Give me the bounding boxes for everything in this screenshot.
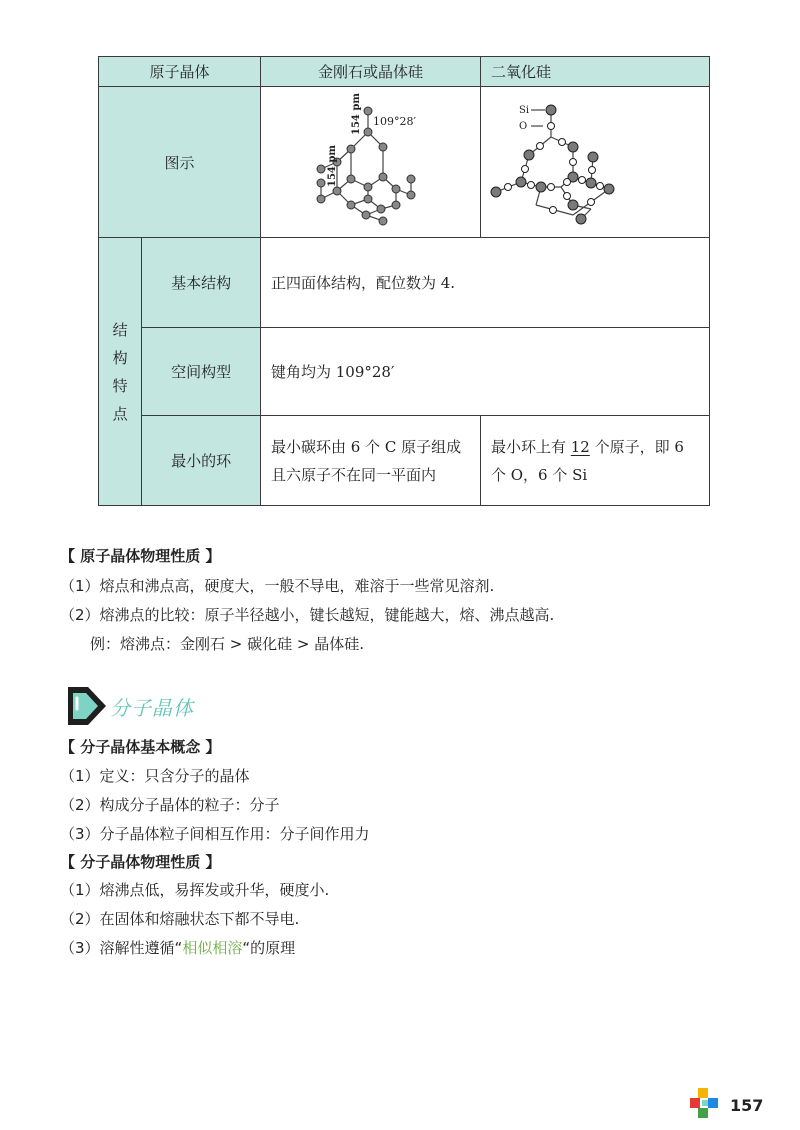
like-dissolves-like-highlight: 相似相溶 xyxy=(182,939,243,957)
atomic-props-item-1: （1）熔点和沸点高，硬度大，一般不导电，难溶于一些常见溶剂. xyxy=(60,577,495,595)
header-atomic-crystal: 原子晶体 xyxy=(99,57,261,87)
diagram-row-label: 图示 xyxy=(99,87,261,238)
basic-structure-value: 正四面体结构，配位数为 4. xyxy=(260,238,709,328)
atomic-props-title: 【 原子晶体物理性质 】 xyxy=(60,547,221,565)
molecular-concept-title: 【 分子晶体基本概念 】 xyxy=(60,738,221,756)
molecular-concept-item-2: （2）构成分子晶体的粒子：分子 xyxy=(60,796,280,814)
spatial-config-value: 键角均为 109°28′ xyxy=(260,328,709,416)
sio2-structure-diagram xyxy=(481,87,709,233)
spatial-config-label: 空间构型 xyxy=(142,328,261,416)
atomic-props-example: 例：熔沸点：金刚石 > 碳化硅 > 晶体硅. xyxy=(90,635,364,653)
smallest-ring-label: 最小的环 xyxy=(142,416,261,506)
molecular-props-item-2: （2）在固体和熔融状态下都不导电. xyxy=(60,910,300,928)
ring-atom-count: 12 xyxy=(570,437,590,456)
diamond-structure-diagram xyxy=(261,87,480,233)
atomic-props-item-2: （2）熔沸点的比较：原子半径越小，键长越短，键能越大，熔、沸点越高. xyxy=(60,606,555,624)
molecular-crystal-heading: 分子晶体 xyxy=(110,696,194,720)
smallest-ring-diamond-value: 最小碳环由 6 个 C 原子组成且六原子不在同一平面内 xyxy=(260,416,480,506)
o-label: O xyxy=(518,121,528,132)
crystal-table xyxy=(98,56,710,506)
sio2-structure-cell xyxy=(480,87,709,238)
smallest-ring-sio2-value: 最小环上有 12 个原子，即 6 个 O，6 个 Si xyxy=(480,416,709,506)
page-number: 157 xyxy=(730,1096,764,1115)
header-diamond-silicon: 金刚石或晶体硅 xyxy=(260,57,480,87)
molecular-props-item-1: （1）熔沸点低，易挥发或升华，硬度小. xyxy=(60,881,330,899)
structure-features-label: 结 构 特 点 xyxy=(99,238,142,506)
si-label: Si xyxy=(518,105,530,116)
publisher-logo-icon xyxy=(690,1088,720,1122)
bond-length-label-side: 154 pm xyxy=(326,145,338,187)
molecular-props-item-3: （3）溶解性遵循“相似相溶“的原理 xyxy=(60,939,296,957)
bond-length-label-top: 154 pm xyxy=(350,93,362,135)
header-silicon-dioxide: 二氧化硅 xyxy=(480,57,709,87)
bond-angle-label: 109°28′ xyxy=(372,115,416,128)
molecular-props-title: 【 分子晶体物理性质 】 xyxy=(60,853,221,871)
molecular-concept-item-3: （3）分子晶体粒子间相互作用：分子间作用力 xyxy=(60,825,370,843)
diamond-structure-cell xyxy=(260,87,480,238)
molecular-concept-item-1: （1）定义：只含分子的晶体 xyxy=(60,767,250,785)
basic-structure-label: 基本结构 xyxy=(142,238,261,328)
